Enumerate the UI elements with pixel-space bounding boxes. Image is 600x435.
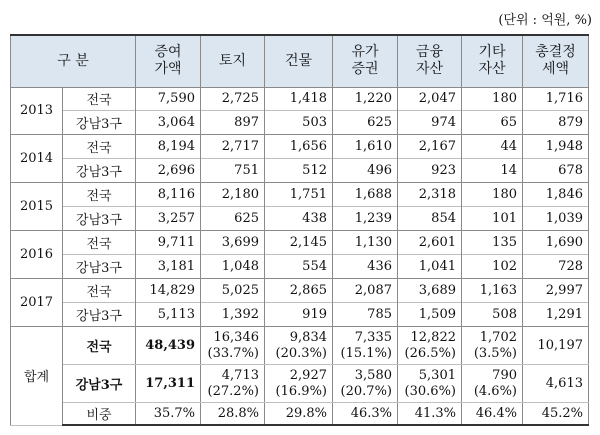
value-cell: 3,257 bbox=[136, 207, 201, 231]
row-label: 강남3구 bbox=[63, 365, 136, 403]
total-section bbox=[11, 327, 589, 425]
value-cell: 2,145 bbox=[265, 231, 333, 255]
value-cell: 2,997 bbox=[523, 279, 589, 303]
header-row bbox=[11, 35, 589, 87]
ratio-cell: 46.4% bbox=[462, 403, 523, 425]
value-cell: 625 bbox=[201, 207, 265, 231]
year-label: 2015 bbox=[11, 183, 63, 231]
row-label: 전국 bbox=[63, 279, 136, 303]
value-cell: 2,601 bbox=[398, 231, 462, 255]
total-gangnam-building: 2,927 (16.9%) bbox=[265, 365, 333, 403]
row-label: 강남3구 bbox=[63, 255, 136, 279]
year-row bbox=[11, 135, 589, 159]
year-section bbox=[11, 87, 589, 327]
value-cell: 2,865 bbox=[265, 279, 333, 303]
value-cell: 7,590 bbox=[136, 87, 201, 111]
value-cell: 1,039 bbox=[523, 207, 589, 231]
row-label: 전국 bbox=[63, 87, 136, 111]
header-tax: 총결정 세액 bbox=[523, 35, 589, 87]
value-cell: 102 bbox=[462, 255, 523, 279]
row-label: 강남3구 bbox=[63, 111, 136, 135]
value-cell: 8,194 bbox=[136, 135, 201, 159]
year-row bbox=[11, 255, 589, 279]
year-label: 2017 bbox=[11, 279, 63, 327]
value-cell: 625 bbox=[333, 111, 398, 135]
total-national-other: 1,702 (3.5%) bbox=[462, 327, 523, 365]
value-cell: 1,656 bbox=[265, 135, 333, 159]
row-label: 강남3구 bbox=[63, 207, 136, 231]
value-cell: 9,711 bbox=[136, 231, 201, 255]
value-cell: 751 bbox=[201, 159, 265, 183]
ratio-cell: 28.8% bbox=[201, 403, 265, 425]
total-national-building: 9,834 (20.3%) bbox=[265, 327, 333, 365]
value-cell: 3,699 bbox=[201, 231, 265, 255]
year-row bbox=[11, 207, 589, 231]
header-land: 토지 bbox=[201, 35, 265, 87]
year-row bbox=[11, 111, 589, 135]
value-cell: 2,318 bbox=[398, 183, 462, 207]
ratio-cell: 46.3% bbox=[333, 403, 398, 425]
total-gangnam-tax: 4,613 bbox=[523, 365, 589, 403]
value-cell: 728 bbox=[523, 255, 589, 279]
value-cell: 101 bbox=[462, 207, 523, 231]
value-cell: 5,113 bbox=[136, 303, 201, 327]
total-row-ratio bbox=[11, 403, 589, 425]
year-label: 2014 bbox=[11, 135, 63, 183]
year-row bbox=[11, 159, 589, 183]
value-cell: 1,690 bbox=[523, 231, 589, 255]
row-label: 강남3구 bbox=[63, 159, 136, 183]
value-cell: 2,167 bbox=[398, 135, 462, 159]
year-row bbox=[11, 279, 589, 303]
row-label: 전국 bbox=[63, 327, 136, 365]
total-national-securities: 7,335 (15.1%) bbox=[333, 327, 398, 365]
total-gangnam-securities: 3,580 (20.7%) bbox=[333, 365, 398, 403]
value-cell: 2,717 bbox=[201, 135, 265, 159]
total-national-financial: 12,822 (26.5%) bbox=[398, 327, 462, 365]
header-financial: 금융 자산 bbox=[398, 35, 462, 87]
value-cell: 554 bbox=[265, 255, 333, 279]
total-gangnam-gift: 17,311 bbox=[136, 365, 201, 403]
total-row-national bbox=[11, 327, 589, 365]
header-gift: 증여 가액 bbox=[136, 35, 201, 87]
value-cell: 2,725 bbox=[201, 87, 265, 111]
total-gangnam-other: 790 (4.6%) bbox=[462, 365, 523, 403]
statistics-table bbox=[10, 34, 589, 426]
value-cell: 14 bbox=[462, 159, 523, 183]
value-cell: 3,064 bbox=[136, 111, 201, 135]
value-cell: 2,696 bbox=[136, 159, 201, 183]
header-building: 건물 bbox=[265, 35, 333, 87]
value-cell: 503 bbox=[265, 111, 333, 135]
value-cell: 2,047 bbox=[398, 87, 462, 111]
year-label: 2013 bbox=[11, 87, 63, 135]
total-gangnam-land: 4,713 (27.2%) bbox=[201, 365, 265, 403]
row-label: 전국 bbox=[63, 135, 136, 159]
ratio-cell: 41.3% bbox=[398, 403, 462, 425]
total-national-land: 16,346 (33.7%) bbox=[201, 327, 265, 365]
value-cell: 1,130 bbox=[333, 231, 398, 255]
row-label: 전국 bbox=[63, 231, 136, 255]
value-cell: 44 bbox=[462, 135, 523, 159]
year-row bbox=[11, 87, 589, 111]
row-label: 비중 bbox=[63, 403, 136, 425]
value-cell: 1,392 bbox=[201, 303, 265, 327]
ratio-cell: 29.8% bbox=[265, 403, 333, 425]
value-cell: 438 bbox=[265, 207, 333, 231]
value-cell: 3,181 bbox=[136, 255, 201, 279]
row-label: 전국 bbox=[63, 183, 136, 207]
total-row-gangnam bbox=[11, 365, 589, 403]
value-cell: 1,291 bbox=[523, 303, 589, 327]
total-gangnam-financial: 5,301 (30.6%) bbox=[398, 365, 462, 403]
value-cell: 1,716 bbox=[523, 87, 589, 111]
year-row bbox=[11, 183, 589, 207]
value-cell: 1,220 bbox=[333, 87, 398, 111]
value-cell: 897 bbox=[201, 111, 265, 135]
value-cell: 1,751 bbox=[265, 183, 333, 207]
value-cell: 512 bbox=[265, 159, 333, 183]
value-cell: 1,418 bbox=[265, 87, 333, 111]
value-cell: 919 bbox=[265, 303, 333, 327]
value-cell: 1,239 bbox=[333, 207, 398, 231]
value-cell: 1,041 bbox=[398, 255, 462, 279]
value-cell: 974 bbox=[398, 111, 462, 135]
row-label: 강남3구 bbox=[63, 303, 136, 327]
header-other: 기타 자산 bbox=[462, 35, 523, 87]
value-cell: 2,087 bbox=[333, 279, 398, 303]
total-label: 합계 bbox=[11, 327, 63, 425]
value-cell: 14,829 bbox=[136, 279, 201, 303]
year-row bbox=[11, 303, 589, 327]
value-cell: 2,180 bbox=[201, 183, 265, 207]
total-national-gift: 48,439 bbox=[136, 327, 201, 365]
value-cell: 1,846 bbox=[523, 183, 589, 207]
header-group: 구 분 bbox=[11, 35, 136, 87]
value-cell: 1,610 bbox=[333, 135, 398, 159]
header-securities: 유가 증권 bbox=[333, 35, 398, 87]
unit-note: (단위 : 억원, %) bbox=[498, 13, 592, 28]
value-cell: 5,025 bbox=[201, 279, 265, 303]
value-cell: 65 bbox=[462, 111, 523, 135]
value-cell: 923 bbox=[398, 159, 462, 183]
value-cell: 508 bbox=[462, 303, 523, 327]
value-cell: 854 bbox=[398, 207, 462, 231]
value-cell: 1,509 bbox=[398, 303, 462, 327]
value-cell: 3,689 bbox=[398, 279, 462, 303]
year-label: 2016 bbox=[11, 231, 63, 279]
year-row bbox=[11, 231, 589, 255]
value-cell: 879 bbox=[523, 111, 589, 135]
value-cell: 678 bbox=[523, 159, 589, 183]
value-cell: 135 bbox=[462, 231, 523, 255]
value-cell: 180 bbox=[462, 183, 523, 207]
value-cell: 785 bbox=[333, 303, 398, 327]
value-cell: 1,163 bbox=[462, 279, 523, 303]
value-cell: 8,116 bbox=[136, 183, 201, 207]
value-cell: 1,948 bbox=[523, 135, 589, 159]
ratio-cell: 45.2% bbox=[523, 403, 589, 425]
total-national-tax: 10,197 bbox=[523, 327, 589, 365]
value-cell: 180 bbox=[462, 87, 523, 111]
value-cell: 496 bbox=[333, 159, 398, 183]
value-cell: 1,048 bbox=[201, 255, 265, 279]
ratio-cell: 35.7% bbox=[136, 403, 201, 425]
value-cell: 436 bbox=[333, 255, 398, 279]
value-cell: 1,688 bbox=[333, 183, 398, 207]
